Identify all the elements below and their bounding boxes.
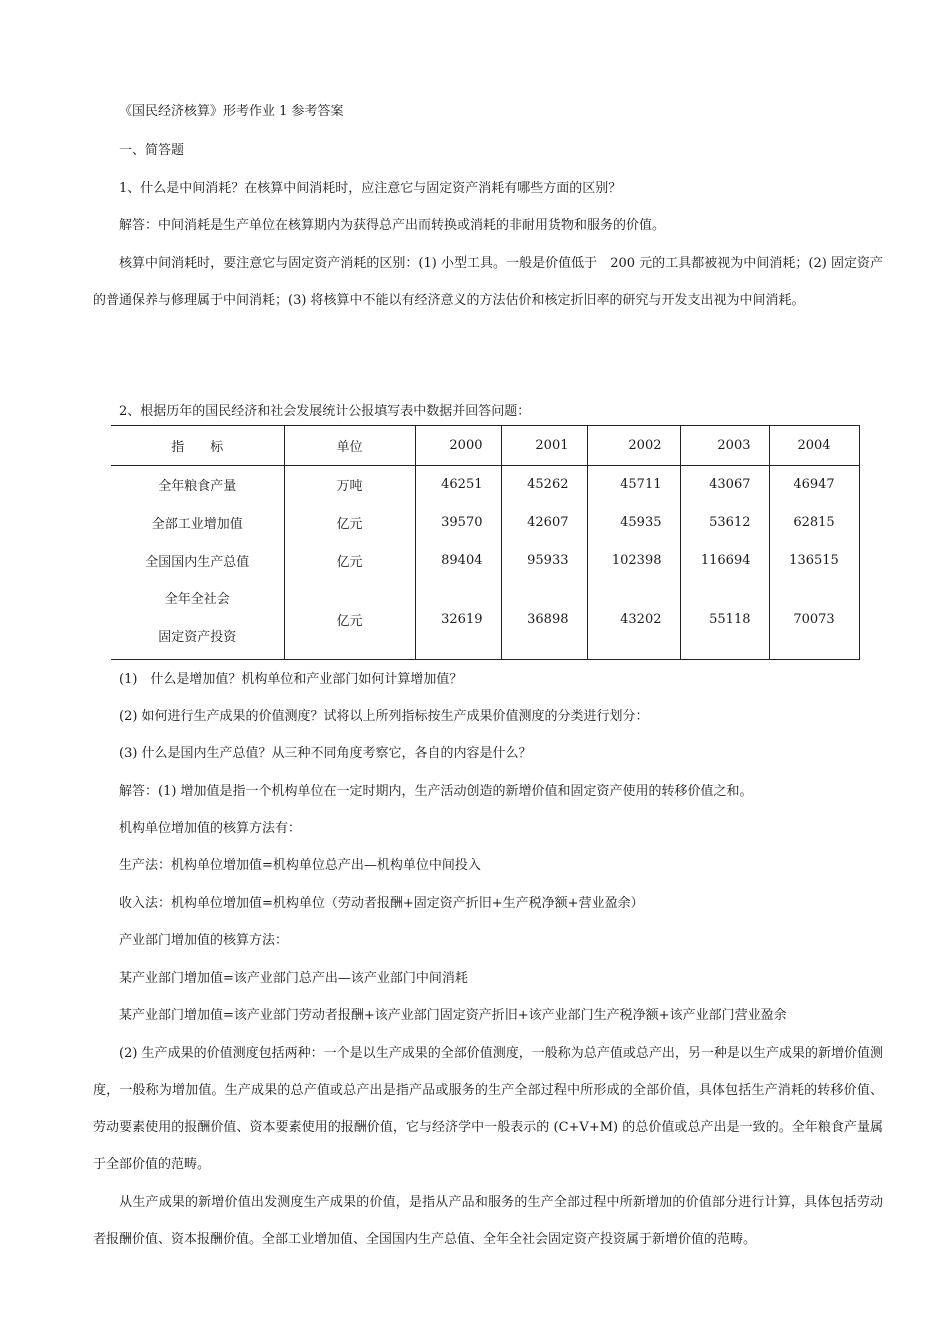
sub-question-2: (2) 如何进行生产成果的价值测度？试将以上所列指标按生产成果价值测度的分类进行划分： — [119, 709, 649, 724]
table-cell: 102398 — [587, 542, 680, 580]
table-cell: 62815 — [769, 504, 859, 542]
row-indicator-line1: 全年全社会 — [164, 592, 230, 608]
row-indicator: 全部工业增加值 — [151, 517, 243, 532]
table-cell: 45935 — [587, 504, 680, 542]
row-unit: 亿元 — [284, 504, 415, 542]
table-cell: 36898 — [501, 580, 587, 660]
row-unit: 亿元 — [284, 542, 415, 580]
table-cell: 42607 — [501, 504, 587, 542]
answer-2-8-text: (2) 生产成果的价值测度包括两种：一个是以生产成果的全部价值测度，一般称为总产值或总产出，另一种是以生产成果的新增价值测度，一般称为增加值。生产成果的总产值或总产出是指产品或服务的生产全部过程中所形成的全部价值，具体包括生产消耗的转移价值、劳动要素使用的报酬价值、资本要素使用的报酬价值，它与经济学中一般表示的 (C+V+M) 的总价值或总产出是一致的。全年粮食产量属于全部价值的范畴。 — [93, 1046, 883, 1172]
table-cell: 70073 — [769, 580, 859, 660]
section-heading: 一、简答题 — [119, 143, 185, 158]
table-cell: 32619 — [415, 580, 501, 660]
question-2: 2、根据历年的国民经济和社会发展统计公报填写表中数据并回答问题： — [119, 404, 531, 419]
table-cell: 46251 — [415, 466, 501, 504]
answer-2-5: 产业部门增加值的核算方法： — [119, 933, 289, 948]
table-cell: 53612 — [680, 504, 769, 542]
table-cell: 39570 — [415, 504, 501, 542]
header-year: 2004 — [769, 426, 859, 466]
statistics-table — [111, 425, 860, 660]
answer-2-9 — [93, 1184, 883, 1258]
answer-1-body-text: 核算中间消耗时，要注意它与固定资产消耗的区别：(1) 小型工具。一般是价值低于 200 元的工具都被视为中间消耗；(2) 固定资产的普通保养与修理属于中间消耗；(3) 将核算中不能以有经济意义的方法估价和核定折旧率的研究与开发支出视为中间消耗。 — [93, 256, 883, 308]
table-cell: 45711 — [587, 466, 680, 504]
answer-2-9-text: 从生产成果的新增价值出发测度生产成果的价值，是指从产品和服务的生产全部过程中所新增加的价值部分进行计算，具体包括劳动者报酬价值、资本报酬价值。全部工业增加值、全国国内生产总值、全年全社会固定资产投资属于新增价值的范畴。 — [93, 1195, 883, 1247]
table-cell: 43202 — [587, 580, 680, 660]
row-indicator: 全年粮食产量 — [111, 466, 284, 504]
row-unit: 亿元 — [284, 580, 415, 660]
table-cell: 116694 — [680, 542, 769, 580]
answer-1-intro: 解答：中间消耗是生产单位在核算期内为获得总产出而转换或消耗的非耐用货物和服务的价值。 — [119, 218, 666, 233]
table-cell: 46947 — [769, 466, 859, 504]
answer-2-4: 收入法：机构单位增加值=机构单位（劳动者报酬+固定资产折旧+生产税净额+营业盈余） — [119, 896, 644, 911]
answer-1-body — [93, 245, 883, 319]
header-year: 2001 — [501, 426, 587, 466]
header-indicator: 指 标 — [111, 426, 284, 466]
table-row — [111, 580, 859, 660]
row-indicator: 全国国内生产总值 — [145, 555, 250, 570]
row-indicator — [111, 580, 284, 660]
document-title: 《国民经济核算》形考作业 1 参考答案 — [119, 104, 344, 119]
table-cell: 55118 — [680, 580, 769, 660]
table-cell: 89404 — [415, 542, 501, 580]
table-row — [111, 542, 859, 580]
table-header-row — [111, 426, 859, 466]
header-unit: 单位 — [284, 426, 415, 466]
answer-2-8 — [93, 1035, 883, 1183]
header-year: 2003 — [680, 426, 769, 466]
answer-2-2: 机构单位增加值的核算方法有： — [119, 821, 302, 836]
answer-2-7: 某产业部门增加值=该产业部门劳动者报酬+该产业部门固定资产折旧+该产业部门生产税净额+该产业部门营业盈余 — [119, 1008, 787, 1023]
table-cell: 95933 — [501, 542, 587, 580]
table-cell: 136515 — [769, 542, 859, 580]
table-cell: 45262 — [501, 466, 587, 504]
question-1: 1、什么是中间消耗？在核算中间消耗时，应注意它与固定资产消耗有哪些方面的区别？ — [119, 181, 622, 196]
answer-2-3: 生产法：机构单位增加值=机构单位总产出—机构单位中间投入 — [119, 858, 481, 873]
table-cell: 43067 — [680, 466, 769, 504]
row-indicator-line2: 固定资产投资 — [158, 630, 237, 646]
table-row — [111, 466, 859, 504]
header-year: 2000 — [415, 426, 501, 466]
sub-question-1: (1) 什么是增加值？机构单位和产业部门如何计算增加值？ — [119, 672, 463, 687]
table-row — [111, 504, 859, 542]
answer-2-6: 某产业部门增加值=该产业部门总产出—该产业部门中间消耗 — [119, 971, 468, 986]
sub-question-3: (3) 什么是国内生产总值？从三种不同角度考察它，各自的内容是什么？ — [119, 746, 532, 761]
answer-2-1: 解答：(1) 增加值是指一个机构单位在一定时期内，生产活动创造的新增价值和固定资产使用的转移价值之和。 — [119, 784, 753, 799]
row-unit: 万吨 — [284, 466, 415, 504]
header-year: 2002 — [587, 426, 680, 466]
